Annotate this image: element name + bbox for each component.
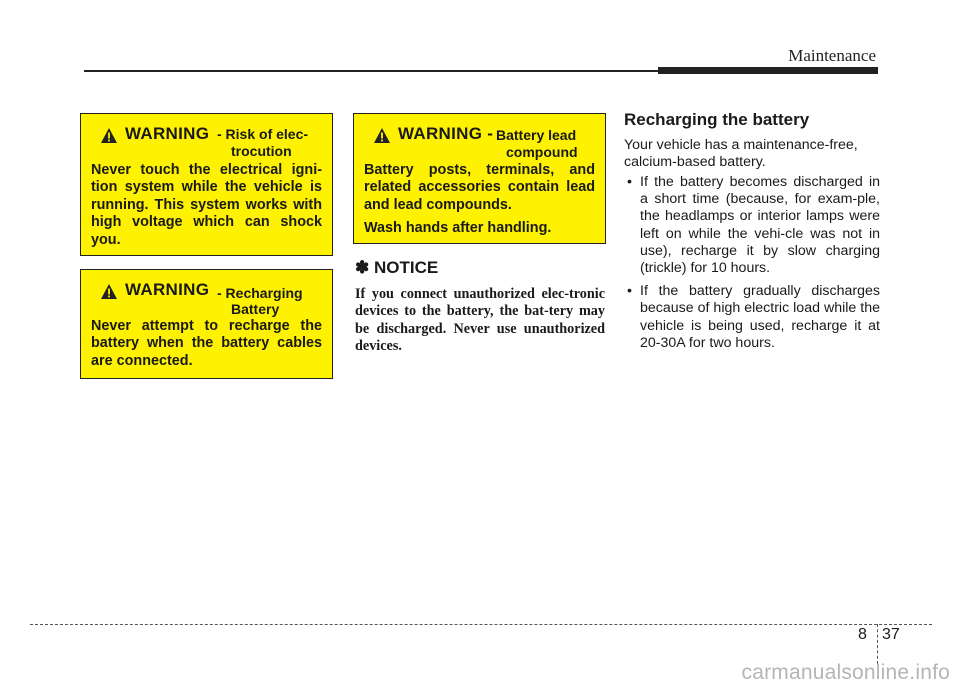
warning-paragraph: Battery posts, terminals, and related accessories contain lead and lead compounds. [364,162,595,213]
warning-subtitle-cont: trocution [231,143,292,159]
warning-word: WARNING - [398,124,494,143]
footer-rule [30,624,932,625]
warning-paragraph: Never attempt to recharge the battery when the battery cables are connected. [91,318,322,369]
warning-subtitle: - Risk of elec- [217,126,309,142]
warning-subtitle-cont: compound [506,144,578,160]
list-item [624,174,880,277]
warning-paragraph: Never touch the electrical igni-tion system while the vehicle is running. This system works with high voltage which can shock you. [91,162,322,248]
warning-text [91,318,322,370]
warning-paragraph: Wash hands after handling. [364,220,552,237]
warning-text [91,162,322,249]
chapter-number: 8 [858,626,867,643]
list-item [624,283,880,352]
bullet-dot-icon: • [627,283,632,300]
warning-triangle-icon [101,284,117,299]
list-item-text: If the battery gradually discharges because of high electric load while the vehicle is being used, recharge it at 20-30A for two hours. [640,283,880,351]
warning-subtitle: - Recharging [217,285,303,301]
list-item-text: If the battery becomes discharged in a short time (because, for exam-ple, the headlamps or interior lamps were left on while the vehi-cle was not in use), recharge it by slow charging (trickle) for 10 hours. [640,174,880,277]
header-rule [84,70,658,72]
warning-triangle-icon [101,128,117,143]
warning-header [91,280,322,318]
bullet-dot-icon: • [627,174,632,190]
section-intro: Your vehicle has a maintenance-free, calcium-based battery. [624,137,858,171]
warning-header [91,124,322,162]
warning-box-recharging [80,269,333,379]
watermark-text[interactable]: carmanualsonline.info [741,661,950,684]
warning-box-electrocution [80,113,333,256]
warning-box-lead-compound [353,113,606,244]
page-header-title: Maintenance [788,46,876,65]
warning-triangle-icon [374,128,390,143]
section-title: Recharging the battery [624,110,810,129]
page-number-separator [877,624,878,664]
notice-title: ✽ NOTICE [355,258,439,277]
notice-text: If you connect unauthorized elec-tronic devices to the battery, the bat-tery may be discharged. Never use unauthorized devices. [355,286,605,355]
bullet-list [624,174,880,358]
warning-text [364,162,595,238]
warning-word: WARNING [125,280,210,299]
warning-word: WARNING [125,124,210,143]
header-bar [658,67,878,74]
page-number: 37 [882,626,900,643]
warning-header [364,124,595,162]
warning-subtitle-cont: Battery [231,301,280,317]
warning-subtitle: Battery lead [496,127,577,143]
